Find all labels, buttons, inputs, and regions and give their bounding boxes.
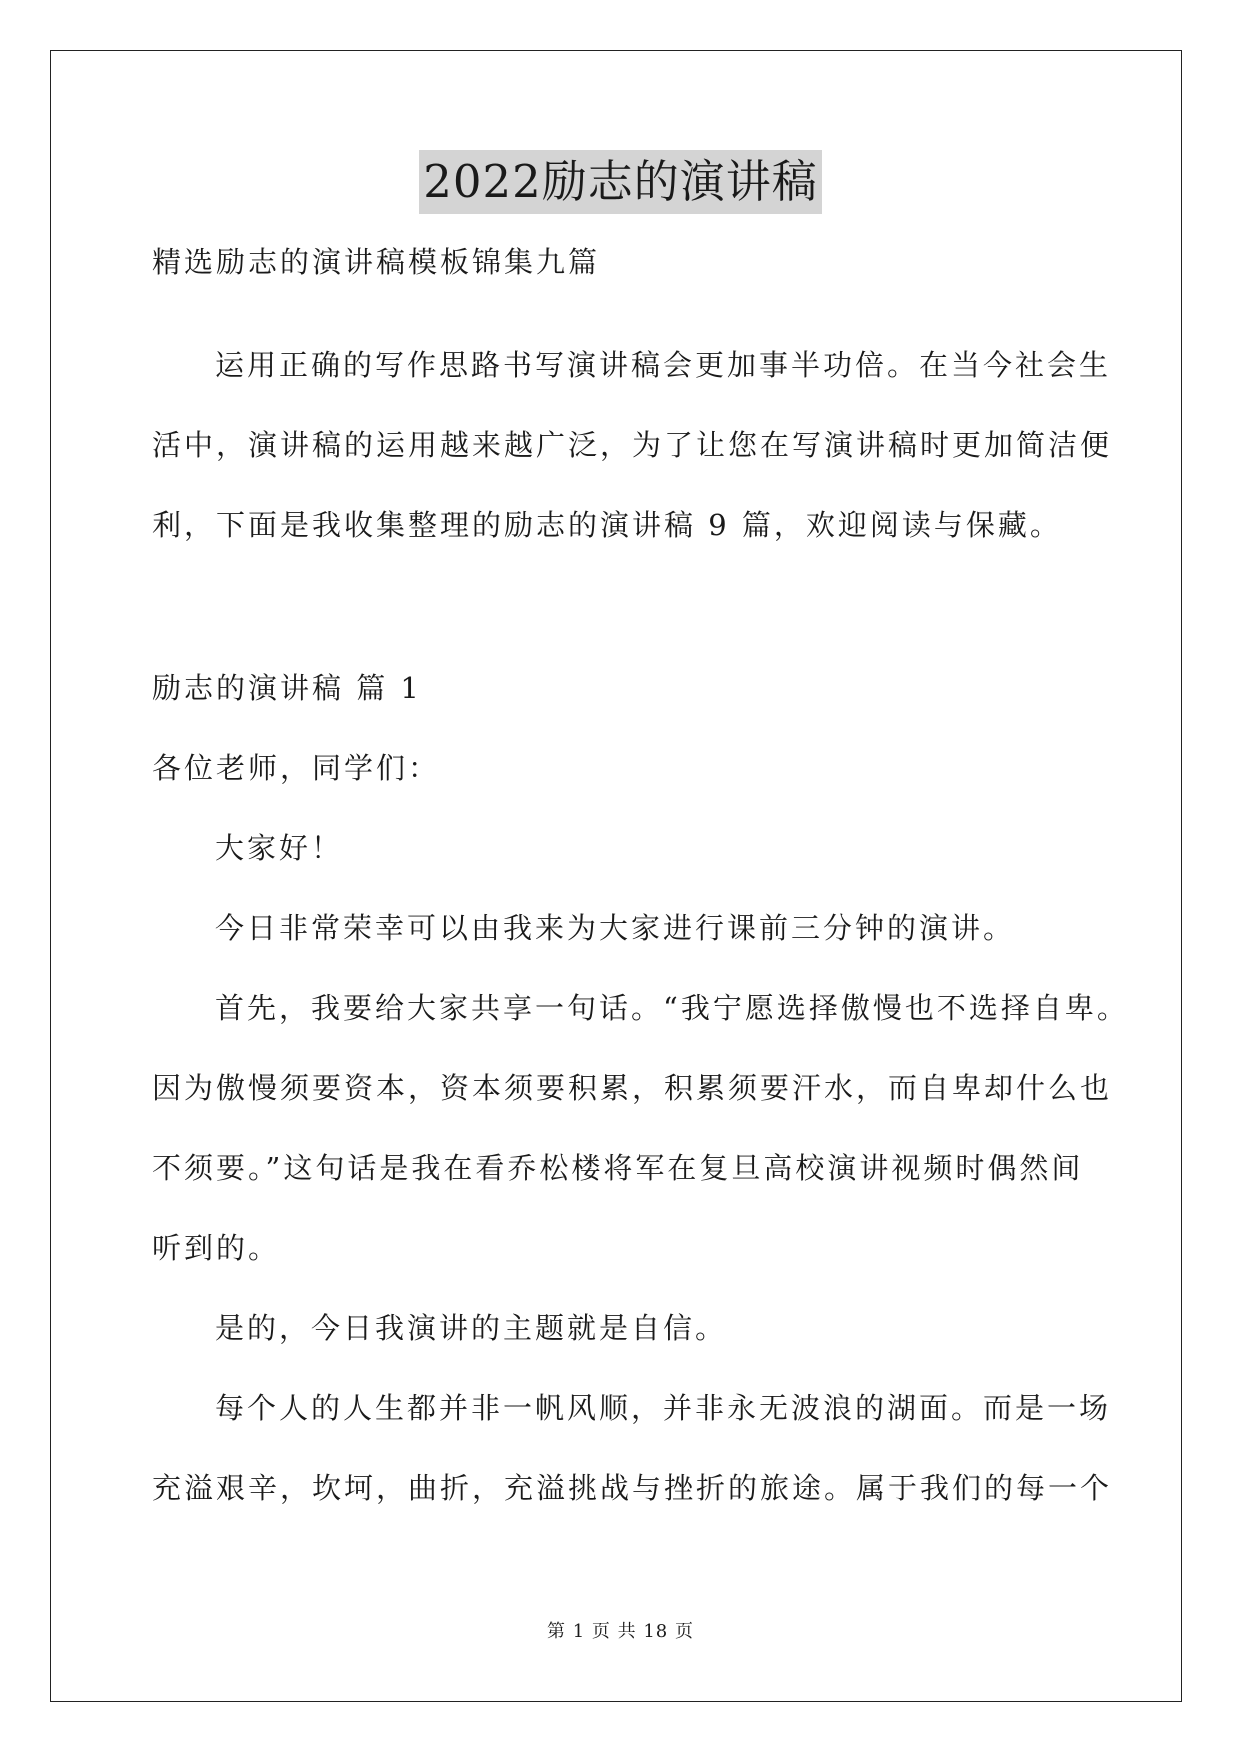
paragraph-line: 不须要。”这句话是我在看乔松楼将军在复旦高校演讲视频时偶然间 — [152, 1151, 1084, 1185]
salutation-line: 各位老师，同学们： — [152, 751, 441, 785]
paragraph-line: 听到的。 — [152, 1231, 281, 1265]
paragraph-line: 每个人的人生都并非一帆风顺，并非永无波浪的湖面。而是一场 — [215, 1391, 1112, 1425]
section-heading: 励志的演讲稿 篇 1 — [152, 671, 422, 705]
paragraph-line: 利，下面是我收集整理的励志的演讲稿 9 篇，欢迎阅读与保藏。 — [152, 508, 1062, 542]
page-number-footer: 第 1 页 共 18 页 — [547, 1621, 694, 1642]
paragraph-line: 充溢艰辛，坎坷，曲折，充溢挑战与挫折的旅途。属于我们的每一个 — [152, 1471, 1113, 1505]
paragraph-line: 运用正确的写作思路书写演讲稿会更加事半功倍。在当今社会生 — [215, 348, 1112, 382]
paragraph-line: 首先，我要给大家共享一句话。“我宁愿选择傲慢也不选择自卑。 — [215, 991, 1129, 1025]
paragraph-line: 大家好！ — [215, 831, 344, 865]
paragraph-line: 是的，今日我演讲的主题就是自信。 — [215, 1311, 728, 1345]
subtitle-line: 精选励志的演讲稿模板锦集九篇 — [152, 245, 601, 279]
title-container — [0, 150, 1241, 214]
document-title: 2022励志的演讲稿 — [419, 150, 822, 214]
page-border — [50, 50, 1182, 1702]
paragraph-line: 因为傲慢须要资本，资本须要积累，积累须要汗水，而自卑却什么也 — [152, 1071, 1113, 1105]
paragraph-line: 活中，演讲稿的运用越来越广泛，为了让您在写演讲稿时更加简洁便 — [152, 428, 1113, 462]
paragraph-line: 今日非常荣幸可以由我来为大家进行课前三分钟的演讲。 — [215, 911, 1016, 945]
